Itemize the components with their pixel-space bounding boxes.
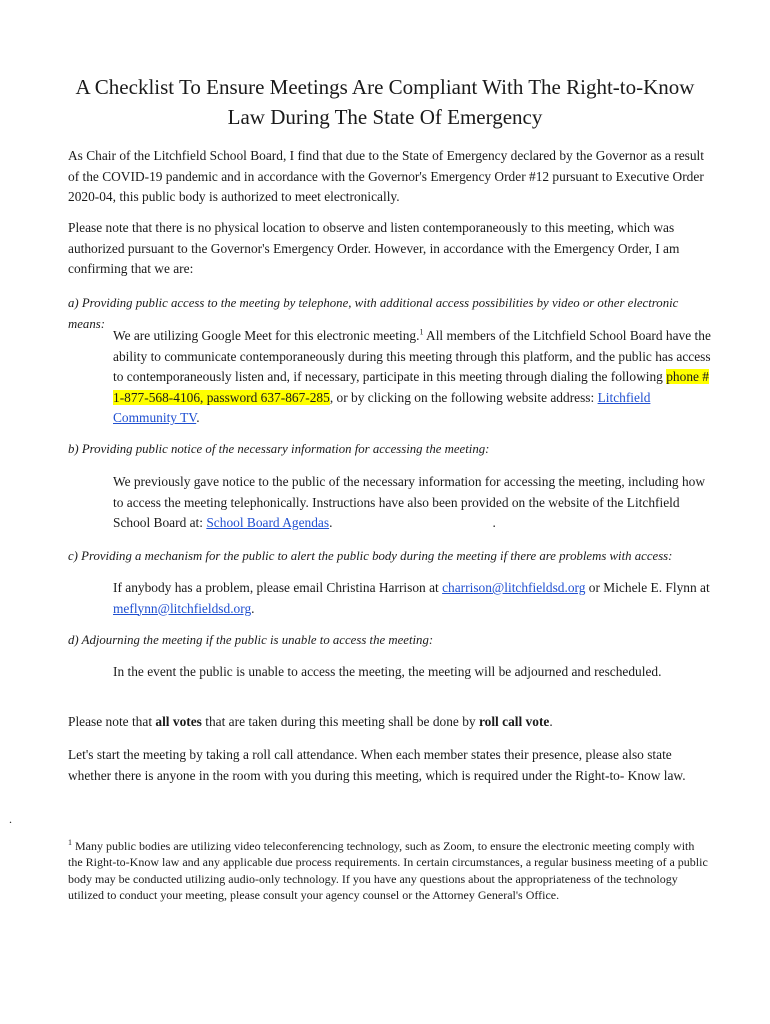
litchfield-community-tv-link[interactable]: Litchfield Community TV: [113, 389, 651, 425]
votes-text: that are taken during this meeting shall be done by: [201, 714, 479, 729]
email-link-meflynn[interactable]: meflynn@litchfieldsd.org: [113, 600, 252, 616]
footnote-reference: 1: [419, 327, 424, 337]
section-a-text: All members of the Litchfield School Board have the ability to communicate contemporaneously during this meeting through this platform, and the public has access to contemporaneously listen and, if necessary, participate in this meeting through dialing the following: [113, 328, 711, 384]
email-link-charrison[interactable]: charrison@litchfieldsd.org: [442, 580, 586, 595]
votes-text: .: [549, 714, 553, 729]
stray-dot: .: [9, 812, 12, 826]
section-b-text: We previously gave notice to the public of the necessary information for accessing the meeting, including how to access the meeting telephonically. Instructions have also been provided on the website of the Litchfield School Board at:: [113, 474, 706, 530]
section-b-text: .: [329, 515, 333, 530]
votes-bold-all-votes: all votes: [155, 714, 202, 729]
school-board-agendas-link[interactable]: School Board Agendas: [206, 515, 330, 530]
roll-call-vote-paragraph: [68, 712, 708, 733]
section-c-heading: c) Providing a mechanism for the public to alert the public body during the meeting if there are problems with access:: [68, 549, 673, 563]
footnote: [68, 838, 708, 904]
section-b-body: [113, 472, 713, 534]
votes-text: Please note that: [68, 714, 156, 729]
section-c-text: .: [251, 600, 255, 616]
section-a-text: .: [196, 410, 200, 425]
section-c-text: If anybody has a problem, please email Christina Harrison at: [113, 580, 443, 595]
section-c-text: or Michele E. Flynn at: [585, 580, 710, 595]
section-a-text: We are utilizing Google Meet for this electronic meeting.: [113, 328, 420, 343]
note-paragraph: Please note that there is no physical location to observe and listen contemporaneously to this meeting, which was authorized pursuant to the Governor's Emergency Order. However, in accordance with the Emergency Order, I am confirming that we are:: [68, 220, 680, 276]
document-title: A Checklist To Ensure Meetings Are Compliant With The Right-to-Know Law During The State Of Emergency: [75, 75, 695, 129]
section-a-body: [113, 326, 713, 429]
section-b-trailing-period: .: [492, 515, 496, 530]
section-d-body: In the event the public is unable to access the meeting, the meeting will be adjourned and rescheduled.: [113, 664, 662, 679]
footnote-text: Many public bodies are utilizing video teleconferencing technology, such as Zoom, to ensure the electronic meeting comply with the Right-to-Know law and any applicable due process requirements. In certain circumstances, a regular business meeting of a public body may be conducted utilizing audio-only technology. If you have any questions about the appropriateness of the technology utilized to conduct your meeting, please consult your agency counsel or the Attorney General's Office.: [68, 839, 708, 903]
section-a-heading: a) Providing public access to the meeting by telephone, with additional access possibilities by video or other electronic means:: [68, 296, 679, 331]
section-c-body: [113, 578, 713, 619]
section-b-heading: b) Providing public notice of the necessary information for accessing the meeting:: [68, 442, 490, 456]
section-a-text: , or by clicking on the following website address:: [329, 389, 598, 405]
roll-call-attendance-paragraph: Let's start the meeting by taking a roll call attendance. When each member states their presence, please also state whether there is anyone in the room with you during this meeting, which is required under the Right-to- Know law.: [68, 747, 686, 783]
footnote-mark: 1: [68, 838, 72, 847]
intro-paragraph: As Chair of the Litchfield School Board, I find that due to the State of Emergency declared by the Governor as a result of the COVID-19 pandemic and in accordance with the Governor's Emergency Order #12 pursuant to Executive Order 2020-04, this public body is authorized to meet electronically.: [68, 148, 704, 204]
section-d-heading: d) Adjourning the meeting if the public is unable to access the meeting:: [68, 633, 434, 647]
votes-bold-roll-call-vote: roll call vote: [478, 714, 550, 729]
phone-highlight: phone # 1-877-568-4106, password 637-867-285: [113, 369, 710, 405]
